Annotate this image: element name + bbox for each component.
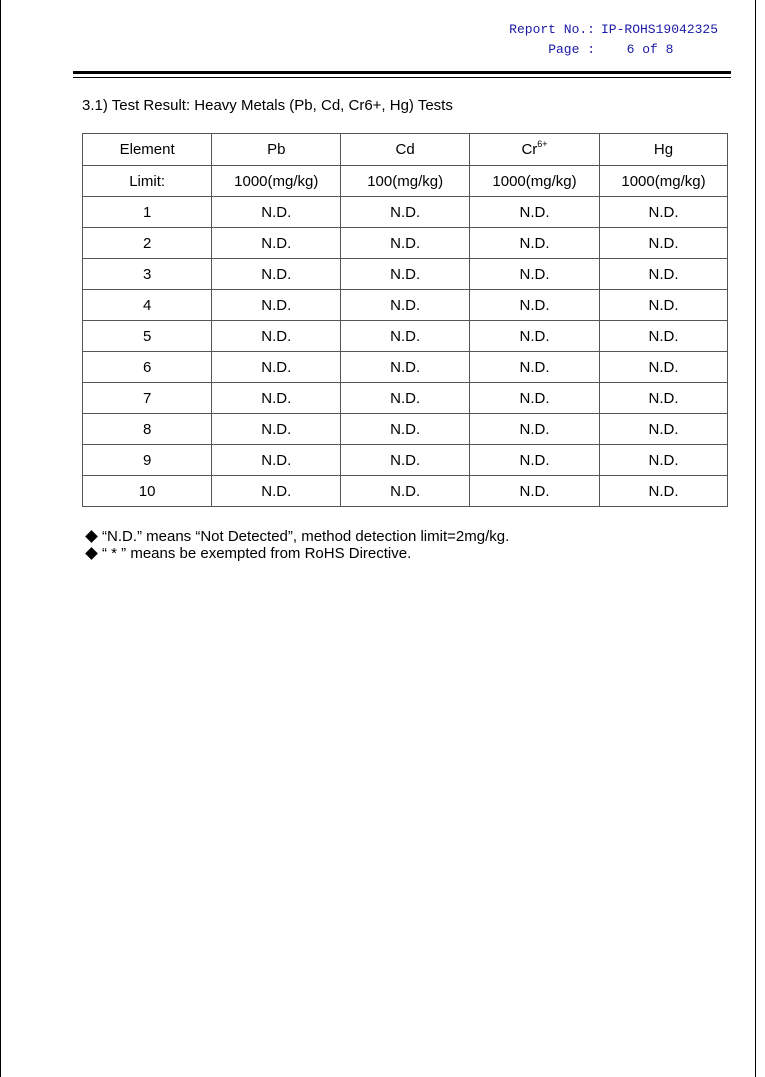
table-cell: N.D. (341, 197, 470, 228)
note-text: “N.D.” means “Not Detected”, method detection limit=2mg/kg. (102, 528, 510, 545)
table-cell: N.D. (470, 383, 600, 414)
table-cell: N.D. (341, 228, 470, 259)
section-title: 3.1) Test Result: Heavy Metals (Pb, Cd, Cr6+, Hg) Tests (82, 97, 453, 114)
table-cell: N.D. (341, 321, 470, 352)
page-number-label: Page : (548, 42, 595, 57)
limit-row (83, 166, 728, 197)
table-cell: N.D. (599, 445, 727, 476)
table-cell: N.D. (599, 197, 727, 228)
table-cell: N.D. (599, 476, 727, 507)
table-cell: 1 (83, 197, 212, 228)
table-cell: N.D. (599, 259, 727, 290)
table-cell: N.D. (212, 445, 341, 476)
diamond-bullet-icon (85, 530, 98, 543)
table-row (83, 290, 728, 321)
table-cell: N.D. (212, 259, 341, 290)
table-cell: Limit: (83, 166, 212, 197)
page-number-value: 6 of 8 (626, 42, 674, 57)
notes (84, 528, 509, 562)
column-header-label: Element (119, 141, 175, 158)
table-cell: N.D. (341, 259, 470, 290)
table-cell: N.D. (341, 445, 470, 476)
table-cell: N.D. (212, 476, 341, 507)
table-cell: N.D. (470, 259, 600, 290)
table-cell: 3 (83, 259, 212, 290)
table-cell: N.D. (599, 414, 727, 445)
table-cell: N.D. (470, 290, 600, 321)
column-header (470, 134, 600, 166)
table-row (83, 321, 728, 352)
table-cell: 4 (83, 290, 212, 321)
table-row (83, 228, 728, 259)
table-cell: N.D. (470, 197, 600, 228)
table-cell: N.D. (212, 197, 341, 228)
column-header-label: Pb (267, 141, 286, 158)
table-cell: N.D. (470, 445, 600, 476)
column-header (599, 134, 727, 166)
table-cell: N.D. (341, 414, 470, 445)
table-cell: N.D. (470, 321, 600, 352)
table-row (83, 197, 728, 228)
table-cell: N.D. (470, 414, 600, 445)
diamond-bullet-icon (85, 547, 98, 560)
page-number-row (505, 40, 735, 60)
column-header-label: Hg (653, 141, 674, 158)
test-result-table (82, 133, 728, 507)
table-cell: 1000(mg/kg) (599, 166, 727, 197)
table-cell: 8 (83, 414, 212, 445)
table-cell: N.D. (212, 352, 341, 383)
header-rule-thin (73, 77, 731, 78)
report-header (505, 20, 735, 60)
table-body (83, 166, 728, 507)
table-cell: N.D. (599, 321, 727, 352)
table-cell: 7 (83, 383, 212, 414)
table-header-row (83, 134, 728, 166)
table-cell: N.D. (212, 383, 341, 414)
table-row (83, 414, 728, 445)
table-cell: N.D. (212, 228, 341, 259)
table-cell: 10 (83, 476, 212, 507)
page-border-right (755, 0, 756, 1077)
table-row (83, 476, 728, 507)
table-cell: N.D. (599, 290, 727, 321)
table-row (83, 259, 728, 290)
table-cell: N.D. (341, 352, 470, 383)
report-number-row (505, 20, 735, 40)
column-header-label: Cd (395, 141, 415, 158)
table-row (83, 383, 728, 414)
table-cell: N.D. (341, 476, 470, 507)
table-cell: N.D. (470, 352, 600, 383)
column-header (83, 134, 212, 166)
table-cell: 1000(mg/kg) (470, 166, 600, 197)
column-header (212, 134, 341, 166)
table-cell: 1000(mg/kg) (212, 166, 341, 197)
table-cell: N.D. (599, 352, 727, 383)
table-cell: N.D. (341, 290, 470, 321)
note-item (84, 528, 509, 545)
table-cell: N.D. (599, 383, 727, 414)
table-row (83, 352, 728, 383)
table-cell: N.D. (470, 476, 600, 507)
note-text: “ * ” means be exempted from RoHS Directive. (102, 545, 412, 562)
page-border-left (0, 0, 1, 1077)
column-header (341, 134, 470, 166)
table-cell: N.D. (212, 321, 341, 352)
table-cell: 6 (83, 352, 212, 383)
table-cell: 100(mg/kg) (341, 166, 470, 197)
table-cell: N.D. (212, 414, 341, 445)
report-number-label: Report No.: (509, 22, 595, 37)
header-rule-thick (73, 71, 731, 74)
table-row (83, 445, 728, 476)
note-item (84, 545, 509, 562)
column-header-label: Cr (521, 141, 538, 158)
table-cell: N.D. (470, 228, 600, 259)
report-number-value: IP-ROHS19042325 (601, 22, 719, 37)
table-cell: 9 (83, 445, 212, 476)
table-cell: 2 (83, 228, 212, 259)
column-header-superscript: 6+ (537, 139, 548, 149)
table-cell: N.D. (341, 383, 470, 414)
table-cell: N.D. (212, 290, 341, 321)
table-cell: 5 (83, 321, 212, 352)
table-cell: N.D. (599, 228, 727, 259)
